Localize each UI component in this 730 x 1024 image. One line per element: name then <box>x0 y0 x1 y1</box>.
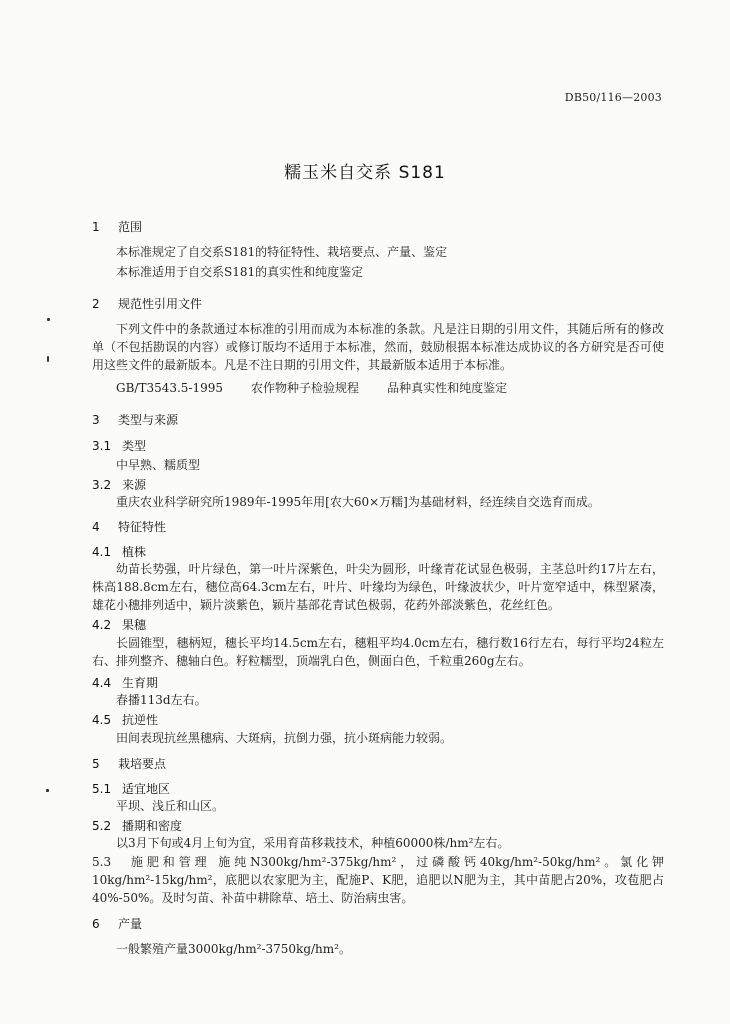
section-number: 3 <box>92 413 100 427</box>
section-4-2-text: 长圆锥型，穗柄短，穗长平均14.5cm左右，穗粗平均4.0cm左右，穗行数16行左右，每行平均24粒左右、排列整齐、穗轴白色。籽粒糯型，顶端乳白色，侧面白色，千粒重260g左右。 <box>92 636 664 668</box>
subsection-title: 适宜地区 <box>122 782 171 796</box>
section-number: 5 <box>92 757 100 771</box>
section-4-1-text: 幼苗长势强，叶片绿色，第一叶片深紫色，叶尖为圆形，叶缘青花试显色极弱，主茎总叶约17片左右，株高188.8cm左右，穗位高64.3cm左右，叶片、叶缘均为绿色，叶缘波状少，叶片宽窄适中，株型紧凑，雄花小穗排列适中，颖片淡紫色，颖片基部花青试色极弱，花药外部淡紫色，花丝红色。 <box>92 562 664 612</box>
section-4-4-text: 春播113d左右。 <box>116 693 207 707</box>
section-4-1-heading <box>92 543 146 560</box>
subsection-title: 来源 <box>122 478 147 492</box>
section-2-heading <box>92 295 202 312</box>
reference-code: GB/T3543.5-1995 <box>116 381 224 395</box>
subsection-number: 3.1 <box>92 439 112 453</box>
section-3-heading <box>92 411 178 428</box>
section-2-paragraph: 下列文件中的条款通过本标准的引用而成为本标准的条款。凡是注日期的引用文件，其随后所有的修改单（不包括勘误的内容）或修订版均不适用于本标准，然而，鼓励根据本标准达成协议的各方研究是否可使用这些文件的最新版本。凡是不注日期的引用文件，其最新版本适用于本标准。 <box>92 322 664 372</box>
section-title: 特征特性 <box>118 520 167 534</box>
section-5-1-text: 平坝、浅丘和山区。 <box>116 799 225 813</box>
section-5-1-heading <box>92 780 170 797</box>
section-number: 1 <box>92 220 100 234</box>
subsection-title: 植株 <box>122 545 147 559</box>
document-title: 糯玉米自交系 S181 <box>284 163 446 183</box>
subsection-number: 3.2 <box>92 478 112 492</box>
subsection-title: 生育期 <box>122 676 159 690</box>
section-6-text: 一般繁殖产量3000kg/hm²-3750kg/hm²。 <box>116 942 351 956</box>
subsection-number: 4.2 <box>92 618 112 632</box>
subsection-number: 4.1 <box>92 545 112 559</box>
section-1-line-2: 本标准适用于自交系S181的真实性和纯度鉴定 <box>116 265 364 279</box>
section-1-heading <box>92 218 142 235</box>
section-5-3-text: 5.3 施肥和管理 施纯N300kg/hm²-375kg/hm²，过磷酸钙40kg/hm²-50kg/hm²。氯化钾10kg/hm²-15kg/hm²，底肥以农家肥为主，配施P、K肥，追肥以N肥为主，其中苗肥占20%，攻苞肥占40%-50%。及时匀苗、补苗中耕除草、培土、防治病虫害。 <box>92 855 664 905</box>
reference-name-2: 品种真实性和纯度鉴定 <box>387 381 508 395</box>
section-5-2-heading <box>92 817 182 834</box>
reference-name-1: 农作物种子检验规程 <box>251 381 360 395</box>
section-4-4-heading <box>92 674 158 691</box>
section-3-1-text: 中早熟、糯质型 <box>116 458 201 472</box>
scan-mark <box>47 318 50 321</box>
scan-mark <box>46 789 49 792</box>
subsection-title: 果穗 <box>122 618 147 632</box>
normative-reference <box>116 379 535 396</box>
section-title: 范围 <box>118 220 143 234</box>
section-title: 栽培要点 <box>118 757 167 771</box>
section-4-5-text: 田间表现抗丝黑穗病、大斑病，抗倒力强，抗小斑病能力较弱。 <box>116 731 453 745</box>
section-5-2-text: 以3月下旬或4月上旬为宜，采用育苗移栽技术，种植60000株/hm²左右。 <box>116 836 510 850</box>
section-title: 产量 <box>118 917 143 931</box>
section-3-2-text: 重庆农业科学研究所1989年-1995年用[农大60×万糯]为基础材料，经连续自交选育而成。 <box>116 495 600 509</box>
section-3-1-heading <box>92 437 146 454</box>
section-4-5-heading <box>92 711 158 728</box>
section-number: 2 <box>92 297 100 311</box>
subsection-number: 5.2 <box>92 819 112 833</box>
section-4-heading <box>92 518 166 535</box>
section-5-heading <box>92 755 166 772</box>
section-1-line-1: 本标准规定了自交系S181的特征特性、栽培要点、产量、鉴定 <box>116 245 448 259</box>
subsection-number: 4.4 <box>92 676 112 690</box>
section-4-2-heading <box>92 616 146 633</box>
section-title: 规范性引用文件 <box>118 297 203 311</box>
section-title: 类型与来源 <box>118 413 179 427</box>
scan-mark <box>47 356 49 362</box>
subsection-number: 5.1 <box>92 782 112 796</box>
section-3-2-heading <box>92 476 146 493</box>
subsection-title: 抗逆性 <box>122 713 159 727</box>
section-number: 6 <box>92 917 100 931</box>
subsection-title: 播期和密度 <box>122 819 183 833</box>
section-6-heading <box>92 915 142 932</box>
subsection-number: 4.5 <box>92 713 112 727</box>
document-code: DB50/116—2003 <box>564 91 662 104</box>
section-number: 4 <box>92 520 100 534</box>
subsection-title: 类型 <box>122 439 147 453</box>
